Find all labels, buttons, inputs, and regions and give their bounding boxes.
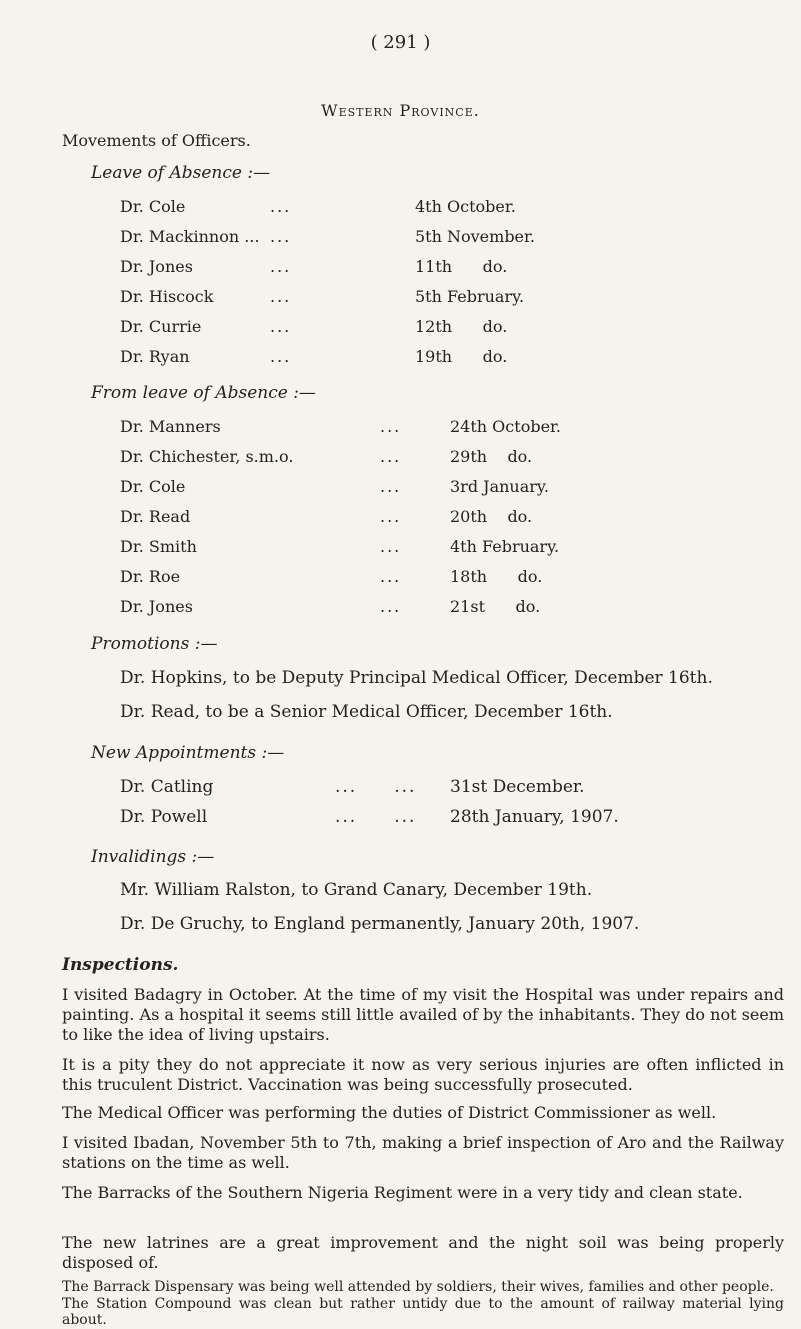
leave-row	[120, 287, 680, 307]
return-date: 20th do.	[450, 507, 533, 526]
leader-dots: ...	[380, 477, 402, 496]
inspection-paragraph: The new latrines are a great improvement and the night soil was being properly disposed of.	[62, 1233, 784, 1272]
leader-dots: ...	[380, 507, 402, 526]
officer-name: Dr. Manners	[120, 417, 221, 436]
leave-row	[120, 227, 680, 247]
officer-name: Dr. Powell	[120, 807, 208, 827]
leader-dots: ...	[270, 227, 292, 246]
leader-dots: ... ...	[335, 807, 417, 827]
appointment-row	[120, 777, 680, 797]
leave-row	[120, 197, 680, 217]
from-leave-row	[120, 507, 680, 527]
inspection-paragraph: I visited Badagry in October. At the time of my visit the Hospital was under repairs and painting. As a hospital it seems still little availed of by the inhabitants. They do not seem to like the idea of living upstairs.	[62, 985, 784, 1044]
from-leave-row	[120, 537, 680, 557]
leader-dots: ...	[380, 567, 402, 586]
return-date: 4th February.	[450, 537, 560, 556]
officer-name: Dr. Roe	[120, 567, 181, 586]
movements-title: Movements of Officers.	[62, 131, 251, 150]
page-heading: Western Province.	[321, 101, 480, 120]
appointment-date: 28th January, 1907.	[450, 807, 619, 827]
return-date: 18th do.	[450, 567, 543, 586]
leader-dots: ...	[270, 257, 292, 276]
from-leave-row	[120, 597, 680, 617]
officer-name: Dr. Ryan	[120, 347, 190, 366]
officer-name: Dr. Mackinnon ...	[120, 227, 260, 246]
leave-date: 12th do.	[415, 317, 508, 336]
promotion-item: Dr. Read, to be a Senior Medical Officer, December 16th.	[120, 702, 613, 722]
leave-row	[120, 347, 680, 367]
from-leave-row	[120, 567, 680, 587]
from-leave-row	[120, 477, 680, 497]
inspection-paragraph: The Barracks of the Southern Nigeria Regiment were in a very tidy and clean state.	[62, 1183, 743, 1202]
invaliding-item: Mr. William Ralston, to Grand Canary, December 19th.	[120, 880, 593, 900]
officer-name: Dr. Jones	[120, 257, 193, 276]
officer-name: Dr. Currie	[120, 317, 202, 336]
return-date: 3rd January.	[450, 477, 549, 496]
inspection-paragraph: The Station Compound was clean but rather untidy due to the amount of railway material lying about.	[62, 1296, 784, 1328]
appointment-date: 31st December.	[450, 777, 585, 797]
leave-row	[120, 317, 680, 337]
invaliding-item: Dr. De Gruchy, to England permanently, January 20th, 1907.	[120, 914, 640, 934]
inspection-paragraph: The Barrack Dispensary was being well attended by soldiers, their wives, families and other people.	[62, 1279, 774, 1295]
officer-name: Dr. Chichester, s.m.o.	[120, 447, 294, 466]
leave-title: Leave of Absence :—	[91, 163, 271, 183]
leave-date: 5th November.	[415, 227, 535, 246]
appointment-row	[120, 807, 680, 827]
leader-dots: ...	[380, 537, 402, 556]
leave-date: 4th October.	[415, 197, 516, 216]
promotion-item: Dr. Hopkins, to be Deputy Principal Medical Officer, December 16th.	[120, 668, 713, 688]
promotions-title: Promotions :—	[91, 634, 218, 654]
officer-name: Dr. Catling	[120, 777, 214, 797]
inspection-paragraph: The Medical Officer was performing the duties of District Commissioner as well.	[62, 1103, 717, 1122]
officer-name: Dr. Smith	[120, 537, 197, 556]
leader-dots: ...	[380, 417, 402, 436]
leave-date: 5th February.	[415, 287, 525, 306]
appointments-title: New Appointments :—	[91, 743, 285, 763]
officer-name: Dr. Read	[120, 507, 191, 526]
from-leave-title: From leave of Absence :—	[91, 383, 316, 403]
return-date: 24th October.	[450, 417, 562, 436]
invalidings-title: Invalidings :—	[91, 847, 215, 867]
return-date: 21st do.	[450, 597, 541, 616]
from-leave-row	[120, 447, 680, 467]
officer-name: Dr. Hiscock	[120, 287, 214, 306]
leader-dots: ... ...	[335, 777, 417, 797]
leader-dots: ...	[380, 447, 402, 466]
inspection-paragraph: I visited Ibadan, November 5th to 7th, making a brief inspection of Aro and the Railway stations on the time as well.	[62, 1133, 784, 1172]
return-date: 29th do.	[450, 447, 533, 466]
inspections-title: Inspections.	[62, 955, 179, 975]
officer-name: Dr. Cole	[120, 477, 186, 496]
inspection-paragraph: It is a pity they do not appreciate it now as very serious injuries are often inflicted in this truculent District. Vaccination was being successfully prosecuted.	[62, 1055, 784, 1094]
leave-date: 11th do.	[415, 257, 508, 276]
leader-dots: ...	[270, 317, 292, 336]
leader-dots: ...	[380, 597, 402, 616]
officer-name: Dr. Jones	[120, 597, 193, 616]
leader-dots: ...	[270, 287, 292, 306]
leave-date: 19th do.	[415, 347, 508, 366]
leader-dots: ...	[270, 197, 292, 216]
page-number: ( 291 )	[370, 32, 431, 53]
from-leave-row	[120, 417, 680, 437]
officer-name: Dr. Cole	[120, 197, 186, 216]
leave-row	[120, 257, 680, 277]
leader-dots: ...	[270, 347, 292, 366]
